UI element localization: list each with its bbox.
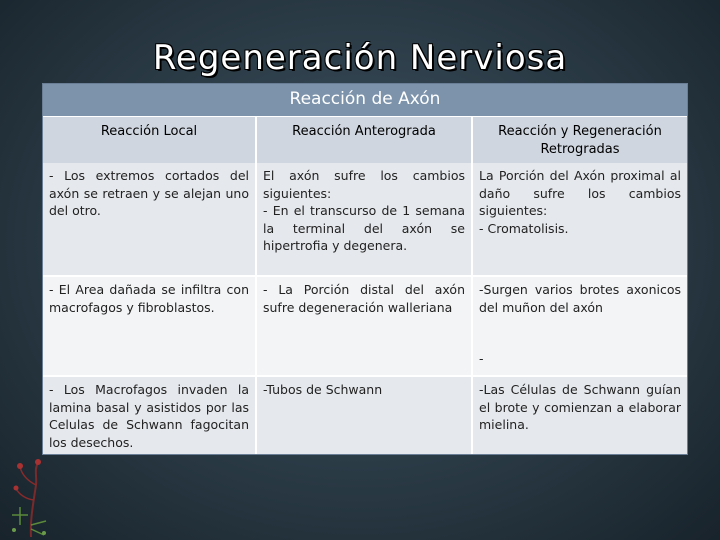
cell-extra-dash: - (479, 350, 484, 366)
band-label: Reacción de Axón (289, 89, 441, 109)
table-cell: - El Area dañada se infiltra con macrofagos y fibroblastos. (43, 277, 257, 375)
table-cell: -Las Células de Schwann guían el brote y comienzan a elaborar mielina. (479, 382, 681, 432)
header-retrograde: Reacción y Regeneración Retrogradas (473, 117, 687, 163)
table-row (43, 277, 687, 377)
table-cell: -Tubos de Schwann (257, 377, 473, 454)
table-band (43, 84, 687, 117)
header-local: Reacción Local (43, 117, 257, 163)
reaction-table (42, 83, 688, 455)
table-row (43, 377, 687, 454)
cell-text: -Surgen varios brotes axonicos del muñon del axón (479, 282, 681, 315)
table-cell-retro (473, 277, 687, 375)
table-cell: El axón sufre los cambios siguientes: - En el transcurso de 1 semana la terminal del axón se hipertrofia y degenera. (257, 163, 473, 275)
table-cell: La Porción del Axón proximal al daño sufre los cambios siguientes: - Cromatolisis. (479, 168, 681, 236)
slide-title: Regeneración Nerviosa (152, 38, 568, 78)
table-cell: - Los Macrofagos invaden la lamina basal y asistidos por las Celulas de Schwann fagocitan los desechos. (43, 377, 257, 454)
header-anterograde: Reacción Anterograda (257, 117, 473, 163)
table-cell: - Los extremos cortados del axón se retraen y se alejan uno del otro. (43, 163, 257, 275)
table-cell: - La Porción distal del axón sufre degeneración walleriana (257, 277, 473, 375)
table-row (43, 163, 687, 277)
plant-decoration-icon (6, 455, 51, 540)
